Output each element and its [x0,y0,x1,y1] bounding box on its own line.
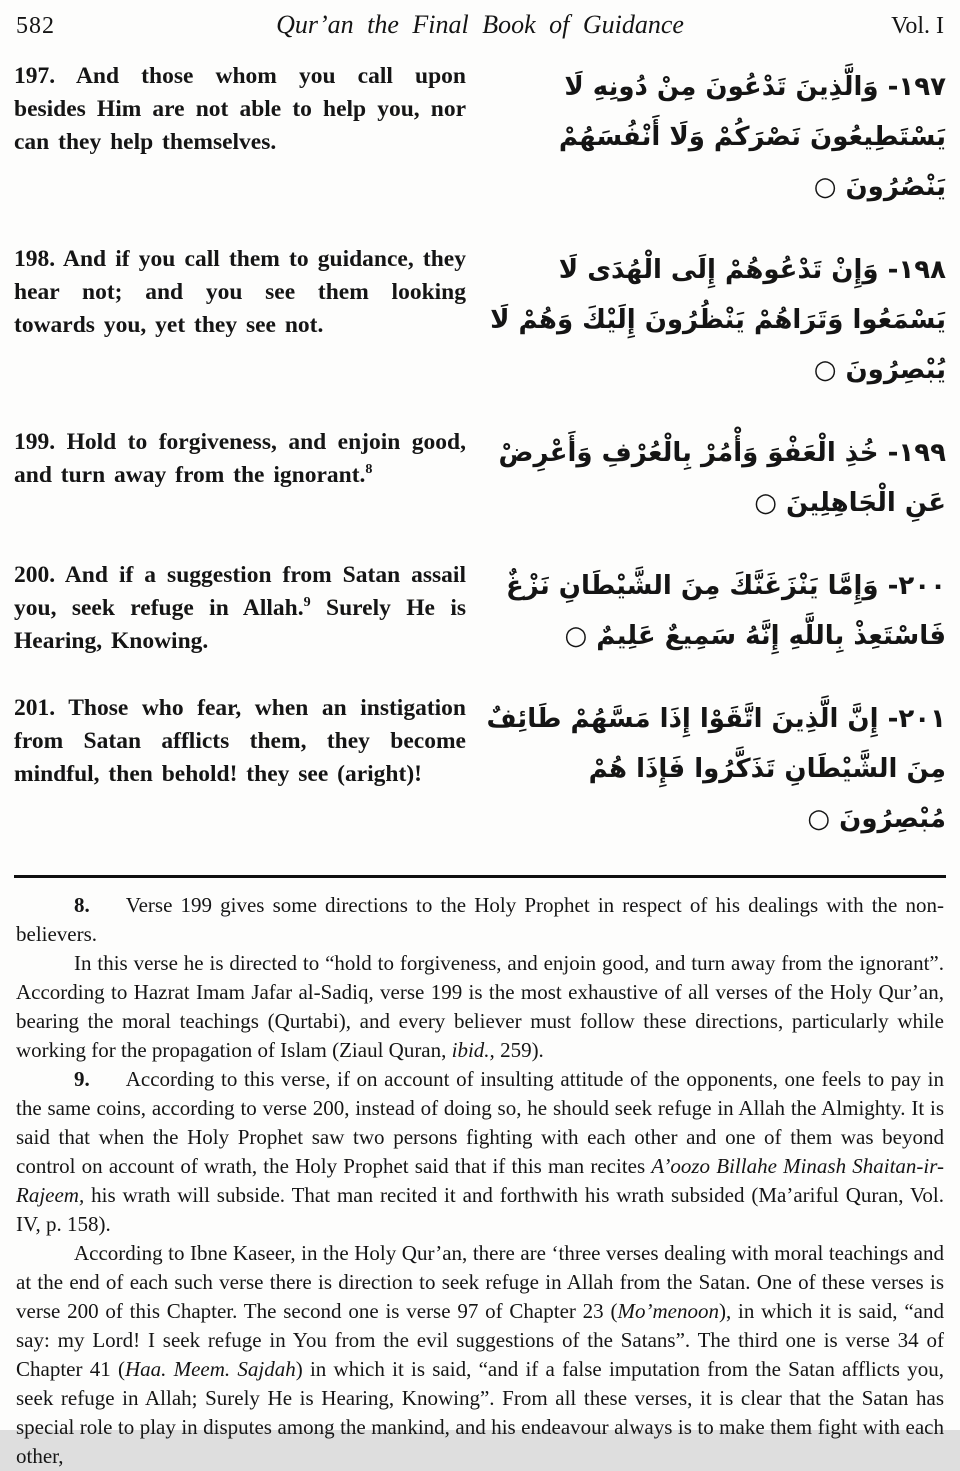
verses-section [14,60,946,844]
verse-201-english: 201. Those who fear, when an instigation from Satan afflicts them, they become mindful, then behold! they see (aright)! [14,695,466,787]
verse-row-201 [14,692,946,844]
page-header [16,10,944,40]
verse-row-199 [14,426,946,528]
verse-198-english: 198. And if you call them to guidance, they hear not; and you see them looking towards you, yet they see not. [14,246,466,338]
verse-row-198 [14,243,946,395]
verse-201-arabic: ٢٠١- إِنَّ الَّذِينَ اتَّقَوْا إِذَا مَسَّهُمْ طَائِفٌ مِنَ الشَّيْطَانِ تَذَكَّرُوا فَإِذَا هُمْ مُبْصِرُونَ ○ [486,704,946,834]
footnote-8-paragraph-1: 8. Verse 199 gives some directions to the Holy Prophet in respect of his dealings with the non-believers. [16,893,944,946]
verse-199-arabic: ١٩٩- خُذِ الْعَفْوَ وَأْمُرْ بِالْعُرْفِ وَأَعْرِضْ عَنِ الْجَاهِلِينَ ○ [498,438,946,518]
verse-198-arabic: ١٩٨- وَإِنْ تَدْعُوهُمْ إِلَى الْهُدَى لَا يَسْمَعُوا وَتَرَاهُمْ يَنْظُرُونَ إِلَيْكَ وَهُمْ لَا يُبْصِرُونَ ○ [490,255,946,385]
footnote-9-paragraph-2: According to Ibne Kaseer, in the Holy Qur’an, there are ‘three verses dealing with moral teachings and at the end of each such verse there is direction to seek refuge in Allah from the Satan. One of these verses is verse 200 of this Chapter. The second one is verse 97 of Chapter 23 (Mo’menoon), in which it is said, “and say: my Lord! I seek refuge in You from the evil suggestions of the Satans”. The third one is verse 34 of Chapter 41 (Haa. Meem. Sajdah) in which it is said, “and if a false imputation from the Satan afflicts you, seek refuge in Allah; Surely He is Hearing, Knowing”. From all these verses, it is clear that the Satan has special role to play in disputes among the mankind, and his endeavour always is to make them fight with each other, [16,1241,944,1468]
footnotes-section [14,891,946,1471]
verse-row-200 [14,559,946,661]
volume-label: Vol. I [891,13,944,39]
page-title: Qur’an the Final Book of Guidance [276,10,684,39]
verse-row-197 [14,60,946,212]
footnote-9-paragraph-1: 9. According to this verse, if on account of insulting attitude of the opponents, one feels to pay in the same coins, according to verse 200, instead of doing so, he should seek refuge in Allah the Almighty. It is said that when the Holy Prophet saw two persons fighting with each other and one of them was beyond control on account of wrath, the Holy Prophet said that if this man recites A’oozo Billahe Minash Shaitan-ir-Rajeem, his wrath will subside. That man recited it and forthwith his wrath subsided (Ma’ariful Quran, Vol. IV, p. 158). [16,1067,945,1236]
footnote-8-paragraph-2: In this verse he is directed to “hold to forgiveness, and enjoin good, and turn away from the ignorant”. According to Hazrat Imam Jafar al-Sadiq, verse 199 is the most exhaustive of all verses of the Holy Qur’an, bearing the moral teachings (Qurtabi), and every believer must follow these directions, particularly while working for the propagation of Islam (Ziaul Quran, ibid., 259). [16,951,944,1062]
verse-200-arabic: ٢٠٠- وَإِمَّا يَنْزَغَنَّكَ مِنَ الشَّيْطَانِ نَزْغٌ فَاسْتَعِذْ بِاللَّهِ إِنَّهُ سَمِيعٌ عَلِيمٌ ○ [506,571,946,651]
verse-199-english: 199. Hold to forgiveness, and enjoin good, and turn away from the ignorant.$^8$ [14,429,466,488]
verse-197-arabic: ١٩٧- وَالَّذِينَ تَدْعُونَ مِنْ دُونِهِ لَا يَسْتَطِيعُونَ نَصْرَكُمْ وَلَا أَنْفُسَهُمْ يَنْصُرُونَ ○ [558,72,946,202]
page-number: 582 [16,13,55,39]
footnote-divider [14,875,946,878]
verse-200-english: 200. And if a suggestion from Satan assail you, seek refuge in Allah.$^9$ Surely He is Hearing, Knowing. [14,562,466,654]
verse-197-english: 197. And those whom you call upon besides Him are not able to help you, nor can they help themselves. [14,63,466,155]
